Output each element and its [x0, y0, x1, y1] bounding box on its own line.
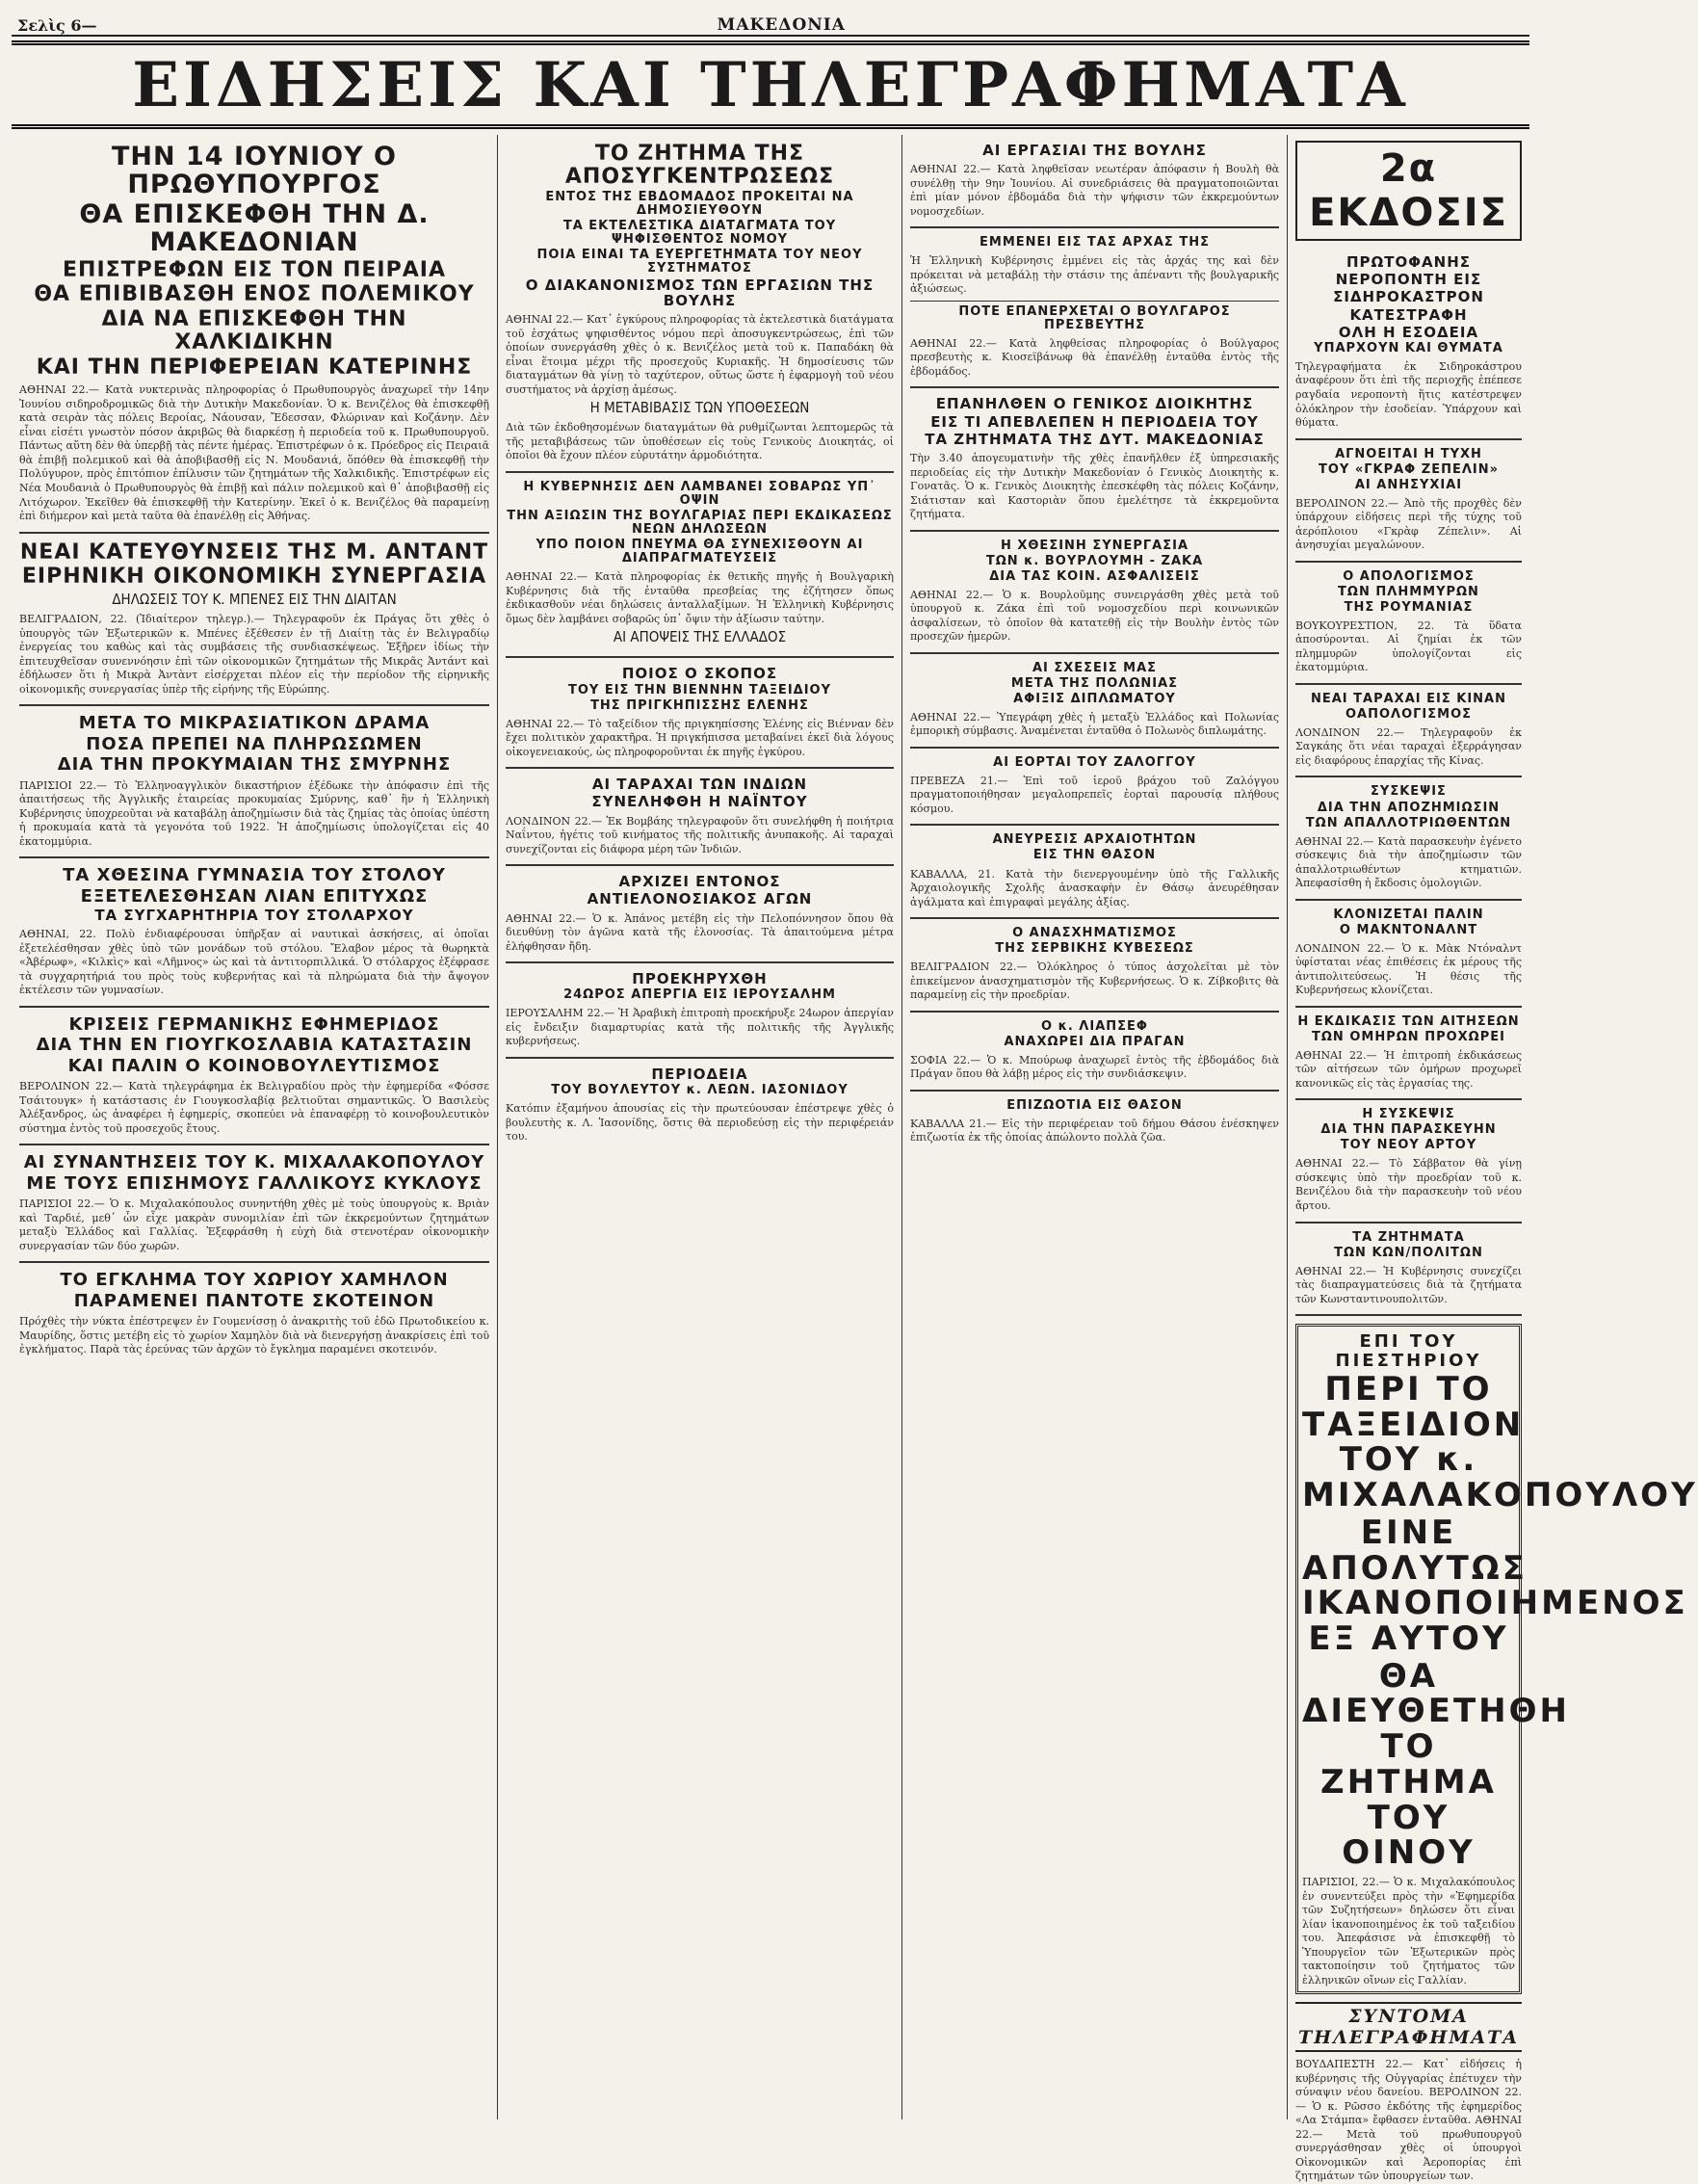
article-body: Τὴν 3.40 ἀπογευματινὴν τῆς χθὲς ἐπανῆλθεν ἐξ ὑπηρεσιακῆς περιοδείας εἰς τὴν Δυτικὴν Μακεδονίαν ὁ Γενικὸς Διοικητὴς κ. Γονατᾶς. Ὁ κ. Γενικὸς Διοικητὴς ἐπεσκέφθη τὰς πόλεις Κοζάνην, Σιάτισταν καὶ Καστοριὰν ὅπου ἐμελέτησε τὰ ἐκκρεμοῦντα ζητήματα.: [910, 452, 1279, 521]
short-telegrams-body: ΒΟΥΔΑΠΕΣΤΗ 22.— Κατ᾽ εἰδήσεις ἡ κυβέρνησις τῆς Οὐγγαρίας ἐπέτυχεν τὴν σύναψιν νέου δανείου. ΒΕΡΟΛΙΝΟΝ 22.— Ὁ κ. Ρῶσσο ἐκδότης τῆς ἐφημερίδος «Λα Στάμπα» ἔφθασεν ἐνταῦθα. ΑΘΗΝΑΙ 22.— Μετὰ τοῦ πρωθυπουργοῦ συνεργάσθησαν χθὲς οἱ ὑπουργοὶ Οἰκονομικῶν καὶ Ἀεροπορίας ἐπὶ ζητημάτων τῶν ὑπουργείων των.: [1295, 2058, 1522, 2183]
article-body: Τηλεγραφήματα ἐκ Σιδηροκάστρου ἀναφέρουν ὅτι ἐπὶ τῆς περιοχῆς ἐπέπεσε ραγδαία νεροποντὴ ἥτις κατέστρεψεν ὁλόκληρον τὴν ἐσοδείαν. Ὑπάρχουν καὶ θύματα.: [1295, 359, 1522, 430]
headline: ΣΥΝΕΛΗΦΘΗ Η ΝΑΪΝΤΟΥ: [591, 793, 808, 811]
article-body: ΑΘΗΝΑΙ 22.— Ἡ Κυβέρνησις συνεχίζει τὰς διαπραγματεύσεις διὰ τὰ ζητήματα τῶν Κωνσταντινουπολιτῶν.: [1295, 1264, 1522, 1305]
story-iasonidis: [506, 1059, 894, 1152]
story-poland: [910, 654, 1279, 749]
headline: ΕΙΣ ΤΙ ΑΠΕΒΛΕΠΕΝ Η ΠΕΡΙΟΔΕΙΑ ΤΟΥ: [930, 412, 1259, 431]
headline: ΑΝΤΙΕΛΟΝΟΣΙΑΚΟΣ ΑΓΩΝ: [587, 890, 813, 908]
article-body: ΑΘΗΝΑΙ 22.— Ἡ ἐπιτροπὴ ἐκδικάσεως τῶν αἰτήσεων τῶν ὁμήρων προχωρεῖ κανονικῶς εἰς τὰς ἐργασίας της.: [1295, 1048, 1522, 1090]
headline: ΕΠΑΝΗΛΘΕΝ Ο ΓΕΝΙΚΟΣ ΔΙΟΙΚΗΤΗΣ: [935, 395, 1254, 413]
headline: Η ΚΥΒΕΡΝΗΣΙΣ ΔΕΝ ΛΑΜΒΑΝΕΙ ΣΟΒΑΡΩΣ ΥΠ᾽ ΟΨΙΝ: [523, 479, 876, 508]
headline: ΤΑ ΧΘΕΣΙΝΑ ΓΥΜΝΑΣΙΑ ΤΟΥ ΣΤΟΛΟΥ: [63, 865, 446, 886]
headline: ΝΕΑΙ ΚΑΤΕΥΘΥΝΣΕΙΣ ΤΗΣ Μ. ΑΝΤΑΝΤ: [19, 539, 489, 565]
headline: ΤΗΣ ΠΡΙΓΚΗΠΙΣΣΗΣ ΕΛΕΝΗΣ: [590, 697, 809, 713]
story-zalongo: [910, 749, 1279, 827]
headline: ΕΞΕΤΕΛΕΣΘΗΣΑΝ ΛΙΑΝ ΕΠΙΤΥΧΩΣ: [80, 885, 429, 907]
headline: ΠΟΣΑ ΠΡΕΠΕΙ ΝΑ ΠΛΗΡΩΣΩΜΕΝ: [86, 733, 423, 754]
article-body: ΠΑΡΙΣΙΟΙ, 22.— Ὁ κ. Μιχαλακόπουλος ἐν συνεντεύξει πρὸς τὴν «Ἐφημερίδα τῶν Συζητήσεων» δηλώσεν ὅτι εἶναι λίαν ἱκανοποιημένος ἐκ τοῦ ταξειδίου του. Ἀπεφάσισε νὰ ἐπισκεφθῇ τὸ Ὑπουργεῖον τῶν Ἐξωτερικῶν πρὸς τακτοποίησιν τοῦ ζητήματος τῶν ἑλληνικῶν οἴνων εἰς Γαλλίαν.: [1302, 1876, 1515, 1987]
article-body: ΒΕΡΟΛΙΝΟΝ 22.— Κατὰ τηλεγράφημα ἐκ Βελιγραδίου πρὸς τὴν ἐφημερίδα «Φόσσε Τσάιτουγκ» ἡ κατάστασις ἐν Γιουγκοσλαβίᾳ βελτιοῦται σημαντικῶς. Ὁ Βασιλεὺς Ἀλέξανδρος, ὡς ἀναφέρει ἡ ἐφημερίς, σκοπεύει νὰ ἐπαναφέρῃ τὸ κοινοβουλευτικὸν σύστημα ἐντὸς τοῦ προσεχοῦς ἔτους.: [19, 1080, 489, 1135]
headline: ΤΗΝ ΑΞΙΩΣΙΝ ΤΗΣ ΒΟΥΛΓΑΡΙΑΣ ΠΕΡΙ ΕΚΔΙΚΑΣΕΩΣ ΝΕΩΝ ΔΗΛΩΣΕΩΝ: [507, 509, 893, 538]
article-body: ΑΘΗΝΑΙ 22.— Κατὰ πληροφορίας ἐκ θετικῆς πηγῆς ἡ Βουλγαρικὴ Κυβέρνησις διὰ τῆς ἐνταῦθα πρεσβείας της ἐζήτησεν ὅπως ἐκδικασθοῦν νέαι δηλώσεις ἀνταλλαξίμων. Ἡ Ἑλληνικὴ Κυβέρνησις ὅμως δὲν λαμβάνει σοβαρῶς ὑπ᾽ ὄψιν τὴν ἀξίωσιν ταύτην.: [506, 570, 894, 625]
story-jerusalem-strike: [506, 963, 894, 1059]
article-body: ΙΕΡΟΥΣΑΛΗΜ 22.— Ἡ Ἀραβικὴ ἐπιτροπὴ προεκήρυξε 24ωρον ἀπεργίαν εἰς ἔνδειξιν διαμαρτυρίας κατὰ τῆς πολιτικῆς τῆς Ἀγγλικῆς κυβερνήσεως.: [506, 1007, 894, 1048]
headline: ΣΙΔΗΡΟΚΑΣΤΡΟΝ: [1333, 288, 1484, 306]
headline: ΤΟ ΖΗΤΗΜΑ ΤΗΣ ΑΠΟΣΥΓΚΕΝΤΡΩΣΕΩΣ: [564, 142, 835, 189]
article-body: ΚΑΒΑΛΛΑ 21.— Εἰς τὴν περιφέρειαν τοῦ δήμου Θάσου ἐνέσκηψεν ἐπιζωοτία ἐκ τῆς ὁποίας ἀπώλοντο πολλὰ ζῶα.: [910, 1117, 1279, 1145]
headline: ΤΟΥ ΒΟΥΛΕΥΤΟΥ κ. ΛΕΩΝ. ΙΑΣΟΝΙΔΟΥ: [551, 1083, 849, 1098]
article-body: ΣΟΦΙΑ 22.— Ὁ κ. Μπούρωφ ἀναχωρεῖ ἐντὸς τῆς ἑβδομάδος διὰ Πράγαν ὅπου θὰ λάβῃ μέρος εἰς τὴν συνδιάσκεψιν.: [910, 1053, 1279, 1081]
short-telegrams-title: ΣΥΝΤΟΜΑ ΤΗΛΕΓΡΑΦΗΜΑΤΑ: [1295, 2002, 1522, 2052]
newspaper-page: [12, 12, 1698, 2183]
headline: ΑΝΑΧΩΡΕΙ ΔΙΑ ΠΡΑΓΑΝ: [1004, 1034, 1186, 1049]
story-liapsev: [910, 1013, 1279, 1092]
headline: ΤΩΝ ΠΛΗΜΜΥΡΩΝ: [1338, 584, 1479, 599]
story-zeppelin: [1295, 440, 1522, 563]
headline: ΤΑ ΕΚΤΕΛΕΣΤΙΚΑ ΔΙΑΤΑΓΜΑΤΑ ΤΟΥ ΨΗΦΙΣΘΕΝΤΟΣ ΝΟΜΟΥ: [562, 218, 837, 247]
headline: Ο ΜΑΚΝΤΟΝΑΛΝΤ: [1339, 922, 1478, 937]
article-body: ΑΘΗΝΑΙ 22.— Κατὰ παρασκευὴν ἐγένετο σύσκεψις διὰ τὴν ἀποζημίωσιν τῶν ἀπαλλοτριωθέντων κτηματιῶν. Ἀπεφασίσθη ἡ ἔκδοσις ὁμολογιῶν.: [1295, 834, 1522, 890]
headline: ΤΗΝ 14 ΙΟΥΝΙΟΥ Ο ΠΡΩΘΥΠΟΥΡΓΟΣ: [111, 142, 398, 200]
headline: ΑΝΕΥΡΕΣΙΣ ΑΡΧΑΙΟΤΗΤΩΝ: [992, 832, 1197, 848]
story-bulgaria: [506, 473, 894, 659]
story-premier-visit: [19, 135, 489, 534]
headline: ΔΙΑ ΝΑ ΕΠΙΣΚΕΦΘΗ ΤΗΝ ΧΑΛΚΙΔΙΚΗΝ: [101, 307, 407, 355]
headline: Ο ΑΠΟΛΟΓΙΣΜΟΣ: [1343, 568, 1475, 584]
article-body: ΑΘΗΝΑΙ 22.— Ὁ κ. Ἀπάνος μετέβη εἰς τὴν Πελοπόννησον ὅπου θὰ διευθύνῃ τὸν ἀγῶνα κατὰ τῆς ἐλονοσίας. Τὰ ἀπαιτούμενα μέτρα ἐλήφθησαν ἤδη.: [506, 911, 894, 953]
story-romania-floods: [1295, 563, 1522, 685]
edition-label: 2α ΕΚΔΟΣΙΣ: [1295, 141, 1522, 241]
story-village-crime: [19, 1263, 489, 1364]
article-body: ΑΘΗΝΑΙ 22.— Κατὰ ληφθεῖσαν νεωτέραν ἀπόφασιν ἡ Βουλὴ θὰ συνέλθῃ τὴν 9ην Ἰουνίου. Αἱ συνεδριάσεις θὰ πραγματοποιῶνται ἐπὶ μίαν μόνον ἑβδομάδα διὰ τὴν ψήφισιν τῶν ἐκκρεμούντων νομοσχεδίων.: [910, 163, 1279, 218]
press-box-title: ΕΠΙ ΤΟΥ ΠΙΕΣΤΗΡΙΟΥ: [1335, 1331, 1482, 1371]
headline: ΠΡΩΤΟΦΑΝΗΣ: [1346, 253, 1471, 271]
headline: ΚΑΙ ΠΑΛΙΝ Ο ΚΟΙΝΟΒΟΥΛΕΥΤΙΣΜΟΣ: [67, 1055, 441, 1076]
story-hostages: [1295, 1008, 1522, 1101]
article-body: ΑΘΗΝΑΙ 22.— Κατὰ ληφθείσας πληροφορίας ὁ Βούλγαρος πρεσβευτὴς κ. Κιοσεϊβάνωφ θὰ ἐπανέλθῃ ἐνταῦθα ἐντὸς τῆς ἑβδομάδος.: [910, 336, 1279, 378]
article-body: ΒΕΡΟΛΙΝΟΝ 22.— Ἀπὸ τῆς προχθὲς δὲν ὑπάρχουν εἰδήσεις περὶ τῆς τύχης τοῦ ἀερόπλοιου «Γκρὰφ Ζέπελιν». Αἱ ἀνησυχίαι μεγαλώνουν.: [1295, 496, 1522, 552]
headline: ΚΑΙ ΤΗΝ ΠΕΡΙΦΕΡΕΙΑΝ ΚΑΤΕΡΙΝΗΣ: [36, 355, 473, 380]
article-body: ΒΕΛΙΓΡΑΔΙΟΝ, 22. (Ἰδιαίτερον τηλεγρ.).— Τηλεγραφοῦν ἐκ Πράγας ὅτι χθὲς ὁ ὑπουργὸς τῶν Ἐξωτερικῶν κ. Μπένες ἐξέθεσεν ἐν τῇ Διαίτῃ τὰς ἐν Βελιγραδίῳ ἐνεργείας του καθὼς καὶ τὰς συμβάσεις τῆς συνδιασκέψεως. Ἐξῆρεν ἰδίως τὴν ἐπιτευχθεῖσαν συνεννόησιν ἐπὶ τῶν οἰκονομικῶν ζητημάτων τῆς Μικρᾶς Ἀντάντ καὶ ἐδήλωσεν ὅτι ἡ Μικρὰ Ἀντὰντ εἰσέρχεται πλέον εἰς τὴν περίοδον τῆς εἰρηνικῆς οἰκονομικῆς συνεργασίας ὑπὲρ τῆς εἰρήνης τῆς Εὐρώπης.: [19, 613, 489, 696]
headline: ΑΙ ΕΡΓΑΣΙΑΙ ΤΗΣ ΒΟΥΛΗΣ: [982, 142, 1207, 159]
story-governor: [910, 388, 1279, 531]
headline: ΤΩΝ ΚΩΝ/ΠΟΛΙΤΩΝ: [1334, 1245, 1483, 1260]
page-number: Σελὶς 6—: [17, 16, 97, 35]
section-banner: ΕΙΔΗΣΕΙΣ ΚΑΙ ΤΗΛΕΓΡΑΦΗΜΑΤΑ: [12, 40, 1529, 129]
article-body: Πρόχθὲς τὴν νύκτα ἐπέστρεψεν ἐν Γουμενίσσῃ ὁ ἀνακριτὴς τοῦ ἐδῶ Πρωτοδικείου κ. Μαυρίδης, ὅστις μετέβη εἰς τὸ χωρίον Χαμηλὸν διὰ νὰ διενεργήσῃ ἀνακρίσεις ἐπὶ τοῦ ἐγκλήματος. Παρὰ τὰς ἐρεύνας τῶν ἀρχῶν τὸ ἔγκλημα παραμένει σκοτεινόν.: [19, 1315, 489, 1356]
headline: ΑΙ ΣΧΕΣΕΙΣ ΜΑΣ: [1032, 660, 1158, 675]
divider: [910, 301, 1279, 302]
story-parliament: [910, 135, 1279, 228]
headline: ΠΟΤΕ ΕΠΑΝΕΡΧΕΤΑΙ Ο ΒΟΥΛΓΑΡΟΣ ΠΡΕΣΒΕΥΤΗΣ: [958, 303, 1231, 332]
headline: ΕΠΙΖΩΟΤΙΑ ΕΙΣ ΘΑΣΟΝ: [1006, 1097, 1183, 1113]
article-body: ΑΘΗΝΑΙ, 22. Πολὺ ἐνδιαφέρουσαι ὑπῆρξαν αἱ ναυτικαὶ ἀσκήσεις, αἱ ὁποῖαι ἐξετελέσθησαν χθὲς ὑπὸ τῶν μονάδων τοῦ στόλου. Ἔλαβον μέρος τὰ θωρηκτὰ «Ἀβέρωφ», «Κιλκὶς» καὶ «Λῆμνος» ὡς καὶ τὰ ἀντιτορπιλλικά. Ὁ στόλαρχος ἐξέφρασε τὰ συγχαρητήριά του πρὸς τοὺς κυβερνήτας καὶ τὰ πληρώματα διὰ τὴν ἄψογον ἐκτέλεσιν τῶν γυμνασίων.: [19, 928, 489, 997]
headline: ΠΕΡΙΟΔΕΙΑ: [651, 1065, 748, 1083]
headline: ΜΕΤΑ ΤΟ ΜΙΚΡΑΣΙΑΤΙΚΟΝ ΔΡΑΜΑ: [78, 713, 431, 734]
article-body: ΑΘΗΝΑΙ 22.— Τὸ ταξείδιον τῆς πριγκηπίσσης Ἑλένης εἰς Βιένναν δὲν ἔχει πολιτικὸν χαρακτῆρα. Ἡ πριγκήπισσα μεταβαίνει ἐκεῖ διὰ λόγους οἰκογενειακούς, ὡς πληροφοροῦνται ἐκ πηγῆς ἐγκύρου.: [506, 717, 894, 758]
story-thasos-antiquities: [910, 826, 1279, 919]
story-michalakopoulos-meetings: [19, 1145, 489, 1263]
article-body: ΛΟΝΔΙΝΟΝ 22.— Τηλεγραφοῦν ἐκ Σαγκάης ὅτι νέαι ταραχαὶ ἐξερράγησαν εἰς διαφόρους ἐπαρχίας τῆς Κίνας.: [1295, 725, 1522, 767]
headline: ΠΟΙΟΣ Ο ΣΚΟΠΟΣ: [621, 665, 778, 683]
column-3: [902, 135, 1288, 2119]
story-asia-minor: [19, 706, 489, 858]
headline: ΝΕΡΟΠΟΝΤΗ ΕΙΣ: [1335, 271, 1482, 289]
headline: ΑΙ ΤΑΡΑΧΑΙ ΤΩΝ ΙΝΔΙΩΝ: [591, 776, 808, 794]
headline: ΔΙΑ ΤΗΝ ΕΝ ΓΙΟΥΓΚΟΣΛΑΒΙΑ ΚΑΤΑΣΤΑΣΙΝ: [36, 1035, 473, 1056]
headline: Ο ΑΝΑΣΧΗΜΑΤΙΣΜΟΣ: [1012, 926, 1177, 941]
headline: ΠΡΟΕΚΗΡΥΧΘΗ: [632, 970, 768, 988]
headline: ΠΟΙΑ ΕΙΝΑΙ ΤΑ ΕΥΕΡΓΕΤΗΜΑΤΑ ΤΟΥ ΝΕΟΥ ΣΥΣΤΗΜΑΤΟΣ: [536, 247, 863, 276]
headline: Η ΕΚΔΙΚΑΣΙΣ ΤΩΝ ΑΙΤΗΣΕΩΝ: [1297, 1013, 1520, 1029]
headline: Η ΣΥΣΚΕΨΙΣ: [1362, 1107, 1455, 1122]
headline: ΕΜΜΕΝΕΙ ΕΙΣ ΤΑΣ ΑΡΧΑΣ ΤΗΣ: [980, 235, 1210, 250]
headline: ΑΦΙΞΙΣ ΔΙΠΛΩΜΑΤΟΥ: [1013, 691, 1176, 706]
story-greek-position: [910, 228, 1279, 388]
article-body: Ἡ Ἑλληνικὴ Κυβέρνησις ἐμμένει εἰς τὰς ἀρχάς της καὶ δὲν πρόκειται νὰ μεταβάλῃ τὴν στάσιν της ἀπέναντι τῆς βουλγαρικῆς ἀξιώσεως.: [910, 254, 1279, 296]
headline: ΤΩΝ ΟΜΗΡΩΝ ΠΡΟΧΩΡΕΙ: [1312, 1029, 1505, 1044]
article-body: ΒΟΥΚΟΥΡΕΣΤΙΟΝ, 22. Τὰ ὕδατα ἀποσύρονται. Αἱ ζημίαι ἐκ τῶν πλημμυρῶν ὑπολογίζονται εἰς ἑκατομμύρια.: [1295, 618, 1522, 674]
story-bread: [1295, 1100, 1522, 1223]
article-body: ΑΘΗΝΑΙ 22.— Κατ᾽ ἐγκύρους πληροφορίας τὰ ἐκτελεστικὰ διατάγματα τοῦ ἐσχάτως ψηφισθέντος νόμου περὶ ἀποσυγκεντρώσεως, ἐπὶ τῶν ὁποίων συνεργάσθη χθὲς ὁ κ. Βενιζέλος μετὰ τοῦ κ. Παπαδάκη θὰ εἶναι ἕτοιμα μέχρι τῆς προσεχοῦς Κυριακῆς. Ἡ δημοσίευσις τῶν διαταγμάτων θὰ γίνῃ τὸ ταχύτερον, οὕτως ὥστε ἡ ἐφαρμογὴ τοῦ νέου συστήματος νὰ ἀρχίσῃ ἀμέσως.: [506, 313, 894, 396]
headline: ΤΟΥ ΕΙΣ ΤΗΝ ΒΙΕΝΝΗΝ ΤΑΞΕΙΔΙΟΥ: [567, 682, 832, 697]
headline: ΑΡΧΙΖΕΙ ΕΝΤΟΝΟΣ: [618, 873, 781, 891]
headline: ΤΩΝ ΑΠΑΛΛΟΤΡΙΩΘΕΝΤΩΝ: [1305, 815, 1512, 830]
story-epizootic: [910, 1092, 1279, 1153]
headline: ΜΕΤΑ ΤΗΣ ΠΟΛΩΝΙΑΣ: [1010, 675, 1179, 691]
story-constantinople: [1295, 1224, 1522, 1317]
headline: ΑΓΝΟΕΙΤΑΙ Η ΤΥΧΗ: [1335, 446, 1482, 461]
article-body: ΛΟΝΔΙΝΟΝ 22.— Ἐκ Βομβάης τηλεγραφοῦν ὅτι συνελήφθη ἡ ποιήτρια Ναΐντου, ἡγέτις τοῦ κινήματος τῆς πολιτικῆς ἀνυπακοῆς. Αἱ ταραχαὶ συνεχίζονται εἰς διάφορα μέρη τῶν Ἰνδιῶν.: [506, 814, 894, 855]
story-compensations: [1295, 777, 1522, 900]
headline: ΕΝΤΟΣ ΤΗΣ ΕΒΔΟΜΑΔΟΣ ΠΡΟΚΕΙΤΑΙ ΝΑ ΔΗΜΟΣΙΕΥΘΟΥΝ: [545, 189, 854, 218]
headline: ΠΑΡΑΜΕΝΕΙ ΠΑΝΤΟΤΕ ΣΚΟΤΕΙΝΟΝ: [73, 1290, 435, 1311]
headline: ΜΕ ΤΟΥΣ ΕΠΙΣΗΜΟΥΣ ΓΑΛΛΙΚΟΥΣ ΚΥΚΛΟΥΣ: [26, 1172, 483, 1194]
story-princess: [506, 658, 894, 769]
headline: ΤΑ ΖΗΤΗΜΑΤΑ ΤΗΣ ΔΥΤ. ΜΑΚΕΔΟΝΙΑΣ: [925, 430, 1265, 448]
story-insurance: [910, 532, 1279, 654]
story-india: [506, 769, 894, 866]
article-body: ΑΘΗΝΑΙ 22.— Κατὰ νυκτερινὰς πληροφορίας ὁ Πρωθυπουργὸς ἀναχωρεῖ τὴν 14ην Ἰουνίου σιδηροδρομικῶς διὰ τὴν Δυτικὴν Μακεδονίαν. Ὁ κ. Βενιζέλος θὰ ἐπισκεφθῇ κατὰ σειρὰν τὰς πόλεις Βεροίας, Νάουσαν, Ἔδεσσαν, Φλώριναν καὶ Κοζάνην. Δὲν εἶναι εἰσέτι γνωστὸν πόσον ἀκριβῶς θὰ διαρκέσῃ ἡ περιοδεία τοῦ κ. Πρωθυπουργοῦ. Πάντως αὕτη δὲν θὰ ὑπερβῇ τὰς πέντε ἡμέρας. Ἐπιστρέφων ὁ κ. Πρόεδρος εἰς Πειραιᾶ θὰ ἐπιβῇ πολεμικοῦ καὶ θὰ ἀποβιβασθῇ εἰς Ν. Μουδανιά, ὅπόθεν θὰ ἐπισκεφθῇ τὴν Πολύγυρον, πρὸς ἐπιτόπιον ἐπίλυσιν τῶν ζητημάτων τῆς Χαλκιδικῆς. Ἐπιστρέφων εἰς Νέα Μουδανιὰ ὁ Πρωθυπουργὸς θὰ ἐπιβῇ καὶ πάλιν πολεμικοῦ καὶ θ᾽ ἀποβιβασθῇ εἰς Λιτόχωρον. Ἐκεῖθεν θὰ ἐπισκεφθῇ τὴν Κατερίνην. Ἐκεῖ ὁ κ. Βενιζέλος θὰ παραμείνῃ ἐπὶ διήμερον καὶ μετὰ ταῦτα θὰ ἐπανέλθῃ εἰς Ἀθήνας.: [19, 383, 489, 523]
headline: ΑΙ ΣΥΝΑΝΤΗΣΕΙΣ ΤΟΥ Κ. ΜΙΧΑΛΑΚΟΠΟΥΛΟΥ: [23, 1152, 485, 1173]
column-2: [498, 135, 902, 2119]
headline: ΚΛΟΝΙΖΕΤΑΙ ΠΑΛΙΝ: [1333, 907, 1484, 922]
story-german-paper: [19, 1008, 489, 1145]
story-antimalaria: [506, 866, 894, 963]
article-body: ΠΑΡΙΣΙΟΙ 22.— Ὁ κ. Μιχαλακόπουλος συνηντήθη χθὲς μὲ τοὺς ὑπουργοὺς κ. Βριὰν καὶ Ταρδιέ, μεθ᾽ ὧν εἶχε μακρὰν συνομιλίαν ἐπὶ τῶν ἐκκρεμούντων ζητημάτων μεταξὺ Ἑλλάδος καὶ Γαλλίας. Ἐξεφράσθη ἡ εὐχὴ διὰ στενοτέραν οἰκονομικὴν συνεργασίαν τῶν δύο χωρῶν.: [19, 1197, 489, 1252]
headline: ΤΩΝ κ. ΒΟΥΡΛΟΥΜΗ - ΖΑΚΑ: [985, 553, 1204, 568]
headline: ΕΠΙΣΤΡΕΦΩΝ ΕΙΣ ΤΟΝ ΠΕΙΡΑΙΑ: [63, 257, 446, 282]
headline: ΤΑ ΣΥΓΧΑΡΗΤΗΡΙΑ ΤΟΥ ΣΤΟΛΑΡΧΟΥ: [94, 907, 414, 925]
headline: ΝΕΑΙ ΤΑΡΑΧΑΙ ΕΙΣ ΚΙΝΑΝ: [1310, 691, 1506, 706]
headline: ΟΑΠΟΛΟΓΙΣΜΟΣ: [1345, 706, 1473, 722]
headline: ΔΙΑ ΤΗΝ ΠΑΡΑΣΚΕΥΗΝ: [1320, 1122, 1497, 1138]
article-body: ΛΟΝΔΙΝΟΝ 22.— Ὁ κ. Μὰκ Ντόναλντ ὑφίσταται νέας ἐπιθέσεις ἐκ μέρους τῆς ἀντιπολιτεύσεως. Ἡ θέσις τῆς Κυβερνήσεως κλονίζεται.: [1295, 941, 1522, 997]
article-body: ΠΑΡΙΣΙΟΙ 22.— Τὸ Ἑλληνοαγγλικὸν δικαστήριον ἐξέδωκε τὴν ἀπόφασιν ἐπὶ τῆς ἀπαιτήσεως τῆς Ἀγγλικῆς ἑταιρείας προκυμαίας Σμύρνης, καθ᾽ ἣν ἡ Ἑλληνικὴ Κυβέρνησις ὑποχρεοῦται νὰ καταβάλῃ ἀποζημίωσιν διὰ τὰς ζημίας τὰς ὁποίας ὑπέστη ἡ προκυμαία κατὰ τὰ γεγονότα τοῦ 1922. Ἡ ἀποζημίωσις ὑπολογίζεται εἰς 40 ἑκατομμύρια.: [19, 778, 489, 848]
page-header: [12, 12, 1529, 37]
headline: ΤΗΣ ΣΕΡΒΙΚΗΣ ΚΥΒΕΣΕΩΣ: [995, 941, 1194, 957]
subheadline: ΑΙ ΑΠΟΨΕΙΣ ΤΗΣ ΕΛΛΑΔΟΣ: [613, 628, 787, 646]
headline: ΚΡΙΣΕΙΣ ΓΕΡΜΑΝΙΚΗΣ ΕΦΗΜΕΡΙΔΟΣ: [68, 1013, 440, 1035]
headline: ΑΙ ΑΝΗΣΥΧΙΑΙ: [1354, 477, 1463, 492]
headline: ΑΙ ΕΟΡΤΑΙ ΤΟΥ ΖΑΛΟΓΓΟΥ: [993, 754, 1196, 770]
subheadline: Η ΜΕΤΑΒΙΒΑΣΙΣ ΤΩΝ ΥΠΟΘΕΣΕΩΝ: [589, 399, 810, 417]
story-navy: [19, 858, 489, 1008]
article-body: ΚΑΒΑΛΛΑ, 21. Κατὰ τὴν διενεργουμένην ὑπὸ τῆς Γαλλικῆς Ἀρχαιολογικῆς Σχολῆς ἀνασκαφὴν ἐν Θάσῳ ἀνευρέθησαν ἀγάλματα καὶ ἐπιγραφαὶ μεγάλης ἀξίας.: [910, 867, 1279, 908]
story-serbia: [910, 919, 1279, 1013]
headline: ΕΙΡΗΝΙΚΗ ΟΙΚΟΝΟΜΙΚΗ ΣΥΝΕΡΓΑΣΙΑ: [21, 565, 487, 590]
headline: ΔΙΑ ΤΗΝ ΠΡΟΚΥΜΑΙΑΝ ΤΗΣ ΣΜΥΡΝΗΣ: [57, 754, 452, 776]
article-body: ΒΕΛΙΓΡΑΔΙΟΝ 22.— Ὁλόκληρος ὁ τύπος ἀσχολεῖται μὲ τὸν ἐπικείμενον ἀνασχηματισμὸν τῆς Κυβερνήσεως. Ὁ κ. Ζίβκοβιτς θὰ παραμείνῃ εἰς τὴν προεδρίαν.: [910, 960, 1279, 1002]
headline: ΤΟ ΕΓΚΛΗΜΑ ΤΟΥ ΧΩΡΙΟΥ ΧΑΜΗΛΟΝ: [60, 1270, 449, 1291]
headline: Ο ΔΙΑΚΑΝΟΝΙΣΜΟΣ ΤΩΝ ΕΡΓΑΣΙΩΝ ΤΗΣ ΒΟΥΛΗΣ: [525, 276, 875, 309]
headline: Ο κ. ΛΙΑΠΣΕΦ: [1041, 1018, 1148, 1034]
press-box: [1295, 1324, 1698, 1994]
headline: ΚΑΤΕΣΤΡΑΦΗ: [1349, 305, 1468, 324]
headline: ΕΙΣ ΤΗΝ ΘΑΣΟΝ: [1032, 848, 1157, 863]
headline: ΥΠΟ ΠΟΙΟΝ ΠΝΕΥΜΑ ΘΑ ΣΥΝΕΧΙΣΘΟΥΝ ΑΙ ΔΙΑΠΡΑΓΜΑΤΕΥΣΕΙΣ: [536, 538, 864, 566]
headline: ΣΥΣΚΕΨΙΣ: [1371, 784, 1447, 800]
story-macdonald: [1295, 901, 1522, 1008]
headline: ΘΑ ΕΠΙΒΙΒΑΣΘΗ ΕΝΟΣ ΠΟΛΕΜΙΚΟΥ: [34, 282, 475, 307]
headline: ΘΑ ΔΙΕΥΘΕΤΗΘΗ ΤΟ ΖΗΤΗΜΑ ΤΟΥ ΟΙΝΟΥ: [1302, 1656, 1570, 1873]
story-sidirokastro: [1295, 247, 1522, 440]
headline: ΔΙΑ ΤΑΣ ΚΟΙΝ. ΑΣΦΑΛΙΣΕΙΣ: [989, 568, 1200, 584]
headline: ΤΟΥ «ΓΚΡΑΦ ΖΕΠΕΛΙΝ»: [1318, 461, 1500, 477]
column-1: [12, 135, 498, 2119]
headline: ΔΙΑ ΤΗΝ ΑΠΟΖΗΜΙΩΣΙΝ: [1317, 800, 1501, 815]
article-body: Κατόπιν ἐξαμήνου ἀπουσίας εἰς τὴν πρωτεύουσαν ἐπέστρεψε χθὲς ὁ βουλευτὴς κ. Λ. Ἰασονίδης, ὅστις θὰ περιοδεύσῃ εἰς τὴν περιφέρειάν του.: [506, 1102, 894, 1144]
story-china: [1295, 685, 1522, 778]
headline: ΥΠΑΡΧΟΥΝ ΚΑΙ ΘΥΜΑΤΑ: [1314, 340, 1503, 355]
article-body: ΑΘΗΝΑΙ 22.— Τὸ Σάββατον θὰ γίνῃ σύσκεψις ὑπὸ τὴν προεδρίαν τοῦ κ. Βενιζέλου διὰ τὴν παρασκευὴν τοῦ νέου ἄρτου.: [1295, 1157, 1522, 1212]
headline: ΘΑ ΕΠΙΣΚΕΦΘΗ ΤΗΝ Δ. ΜΑΚΕΔΟΝΙΑΝ: [79, 199, 430, 258]
headline: ΤΟΥ ΝΕΟΥ ΑΡΤΟΥ: [1340, 1138, 1477, 1153]
paper-name: ΜΑΚΕΔΟΝΙΑ: [717, 15, 846, 35]
subheadline: ΔΗΛΩΣΕΙΣ ΤΟΥ Κ. ΜΠΕΝΕΣ ΕΙΣ ΤΗΝ ΔΙΑΙΤΑΝ: [112, 591, 397, 609]
story-decentralization: [506, 135, 894, 473]
headline: ΟΛΗ Η ΕΣΟΔΕΙΑ: [1338, 323, 1479, 341]
column-4: [1288, 135, 1698, 2183]
headline: ΠΕΡΙ ΤΟ ΤΑΞΕΙΔΙΟΝ ΤΟΥ κ. ΜΙΧΑΛΑΚΟΠΟΥΛΟΥ: [1302, 1370, 1698, 1515]
article-body: ΑΘΗΝΑΙ 22.— Ὑπεγράφη χθὲς ἡ μεταξὺ Ἑλλάδος καὶ Πολωνίας ἐμπορικὴ σύμβασις. Ἀναμένεται ἐνταῦθα ὁ Πολωνὸς διπλωμάτης.: [910, 710, 1279, 738]
headline: ΕΙΝΕ ΑΠΟΛΥΤΩΣ ΙΚΑΝΟΠΟΙΗΜΕΝΟΣ ΕΞ ΑΥΤΟΥ: [1302, 1513, 1688, 1659]
columns: [12, 135, 1698, 2183]
headline: 24ΩΡΟΣ ΑΠΕΡΓΙΑ ΕΙΣ ΙΕΡΟΥΣΑΛΗΜ: [563, 987, 836, 1003]
article-body: ΑΘΗΝΑΙ 22.— Ὁ κ. Βουρλοῦμης συνειργάσθη χθὲς μετὰ τοῦ ὑπουργοῦ κ. Ζάκα ἐπὶ τοῦ νομοσχεδίου περὶ κοινωνικῶν ἀσφαλίσεων, τὸ ὁποῖον θὰ κατατεθῇ εἰς τὴν Βουλὴν ἐντὸς τῶν προσεχῶν ἡμερῶν.: [910, 588, 1279, 644]
headline: Η ΧΘΕΣΙΝΗ ΣΥΝΕΡΓΑΣΙΑ: [1000, 538, 1189, 553]
headline: ΤΑ ΖΗΤΗΜΑΤΑ: [1352, 1229, 1465, 1245]
story-entente: [19, 534, 489, 707]
headline: ΤΗΣ ΡΟΥΜΑΝΙΑΣ: [1344, 599, 1474, 615]
article-body: Διὰ τῶν ἐκδοθησομένων διαταγμάτων θὰ ρυθμίζωνται λεπτομερῶς τὰ τῆς μεταβιβάσεως τῶν ὑποθέσεων εἰς τοὺς Γενικοὺς Διοικητάς, οἱ ὁποῖοι θὰ ἔχουν πλέον εὐρυτάτην ἁρμοδιότητα.: [506, 421, 894, 462]
article-body: ΠΡΕΒΕΖΑ 21.— Ἐπὶ τοῦ ἱεροῦ βράχου τοῦ Ζαλόγγου πραγματοποιήθησαν μεγαλοπρεπεῖς ἐορταὶ παρουσίᾳ πλήθους κόσμου.: [910, 774, 1279, 815]
